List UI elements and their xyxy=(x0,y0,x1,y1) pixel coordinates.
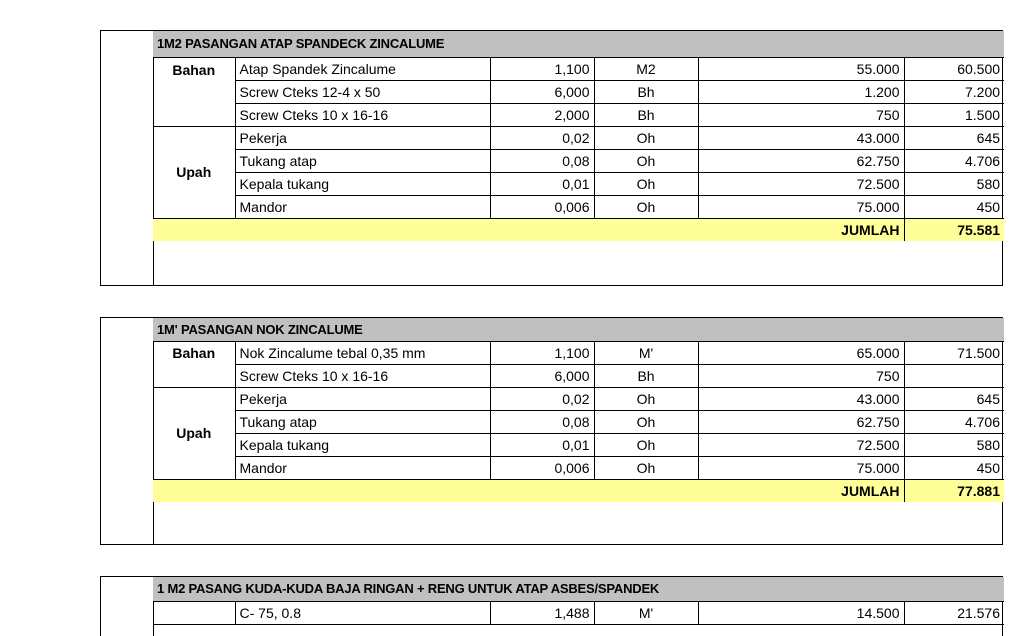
item-name: Tukang atap xyxy=(235,410,490,433)
unit: Oh xyxy=(594,456,698,479)
coefficient: 1,488 xyxy=(490,601,594,624)
jumlah-value: 75.581 xyxy=(904,218,1004,241)
line-total: 4.706 xyxy=(904,149,1004,172)
unit: Oh xyxy=(594,410,698,433)
line-total: 645 xyxy=(904,387,1004,410)
unit: Oh xyxy=(594,387,698,410)
unit: Oh xyxy=(594,172,698,195)
unit-price: 750 xyxy=(698,103,904,126)
line-total: 60.500 xyxy=(904,57,1004,80)
coefficient: 0,02 xyxy=(490,387,594,410)
jumlah-label: JUMLAH xyxy=(153,479,904,502)
section-title: 1M' PASANGAN NOK ZINCALUME xyxy=(153,318,1004,341)
line-total: 645 xyxy=(904,126,1004,149)
item-name: Nok Zincalume tebal 0,35 mm xyxy=(235,341,490,364)
category-label: Upah xyxy=(153,387,235,479)
unit: Oh xyxy=(594,149,698,172)
section-title: 1M2 PASANGAN ATAP SPANDECK ZINCALUME xyxy=(153,31,1004,57)
jumlah-value: 77.881 xyxy=(904,479,1004,502)
unit-price: 55.000 xyxy=(698,57,904,80)
unit-price: 750 xyxy=(698,364,904,387)
line-total: 580 xyxy=(904,433,1004,456)
item-name: Kepala tukang xyxy=(235,433,490,456)
unit-price: 62.750 xyxy=(698,149,904,172)
item-name: Kepala tukang xyxy=(235,172,490,195)
item-name: Pekerja xyxy=(235,387,490,410)
unit-price: 72.500 xyxy=(698,172,904,195)
unit-price: 62.750 xyxy=(698,410,904,433)
item-name: Mandor xyxy=(235,456,490,479)
line-total xyxy=(904,364,1004,387)
row-gutter xyxy=(101,318,154,544)
unit: Oh xyxy=(594,126,698,149)
coefficient: 0,01 xyxy=(490,433,594,456)
unit: Bh xyxy=(594,103,698,126)
coefficient: 0,08 xyxy=(490,410,594,433)
line-total: 7.200 xyxy=(904,80,1004,103)
coefficient: 0,08 xyxy=(490,149,594,172)
coefficient: 0,02 xyxy=(490,126,594,149)
category-label: Bahan xyxy=(153,57,235,126)
line-total: 580 xyxy=(904,172,1004,195)
unit: Bh xyxy=(594,80,698,103)
category-label xyxy=(153,601,235,624)
coefficient: 0,01 xyxy=(490,172,594,195)
unit-price: 14.500 xyxy=(698,601,904,624)
item-name: Pekerja xyxy=(235,126,490,149)
line-total: 450 xyxy=(904,456,1004,479)
coefficient: 2,000 xyxy=(490,103,594,126)
unit: M' xyxy=(594,601,698,624)
row-gutter xyxy=(101,577,154,636)
unit-price: 43.000 xyxy=(698,126,904,149)
analysis-table xyxy=(153,577,1004,625)
section-nok xyxy=(100,317,1003,545)
item-name: Mandor xyxy=(235,195,490,218)
analysis-table xyxy=(153,31,1004,241)
jumlah-label: JUMLAH xyxy=(153,218,904,241)
unit-price: 72.500 xyxy=(698,433,904,456)
line-total: 450 xyxy=(904,195,1004,218)
unit-price: 43.000 xyxy=(698,387,904,410)
coefficient: 6,000 xyxy=(490,80,594,103)
unit-price: 75.000 xyxy=(698,456,904,479)
category-label: Upah xyxy=(153,126,235,218)
item-name: C- 75, 0.8 xyxy=(235,601,490,624)
unit: M2 xyxy=(594,57,698,80)
coefficient: 0,006 xyxy=(490,456,594,479)
unit: M' xyxy=(594,341,698,364)
coefficient: 1,100 xyxy=(490,57,594,80)
coefficient: 1,100 xyxy=(490,341,594,364)
line-total: 4.706 xyxy=(904,410,1004,433)
item-name: Screw Cteks 10 x 16-16 xyxy=(235,103,490,126)
line-total: 71.500 xyxy=(904,341,1004,364)
unit: Bh xyxy=(594,364,698,387)
category-label: Bahan xyxy=(153,341,235,387)
section-spandeck xyxy=(100,30,1003,286)
unit: Oh xyxy=(594,433,698,456)
unit-price: 75.000 xyxy=(698,195,904,218)
coefficient: 0,006 xyxy=(490,195,594,218)
line-total: 1.500 xyxy=(904,103,1004,126)
unit: Oh xyxy=(594,195,698,218)
unit-price: 1.200 xyxy=(698,80,904,103)
row-gutter xyxy=(101,31,154,285)
section-title: 1 M2 PASANG KUDA-KUDA BAJA RINGAN + RENG UNTUK ATAP ASBES/SPANDEK xyxy=(153,577,1004,601)
coefficient: 6,000 xyxy=(490,364,594,387)
item-name: Screw Cteks 10 x 16-16 xyxy=(235,364,490,387)
unit-price: 65.000 xyxy=(698,341,904,364)
item-name: Screw Cteks 12-4 x 50 xyxy=(235,80,490,103)
line-total: 21.576 xyxy=(904,601,1004,624)
analysis-table xyxy=(153,318,1004,502)
item-name: Tukang atap xyxy=(235,149,490,172)
section-kuda-kuda xyxy=(100,576,1003,636)
item-name: Atap Spandek Zincalume xyxy=(235,57,490,80)
